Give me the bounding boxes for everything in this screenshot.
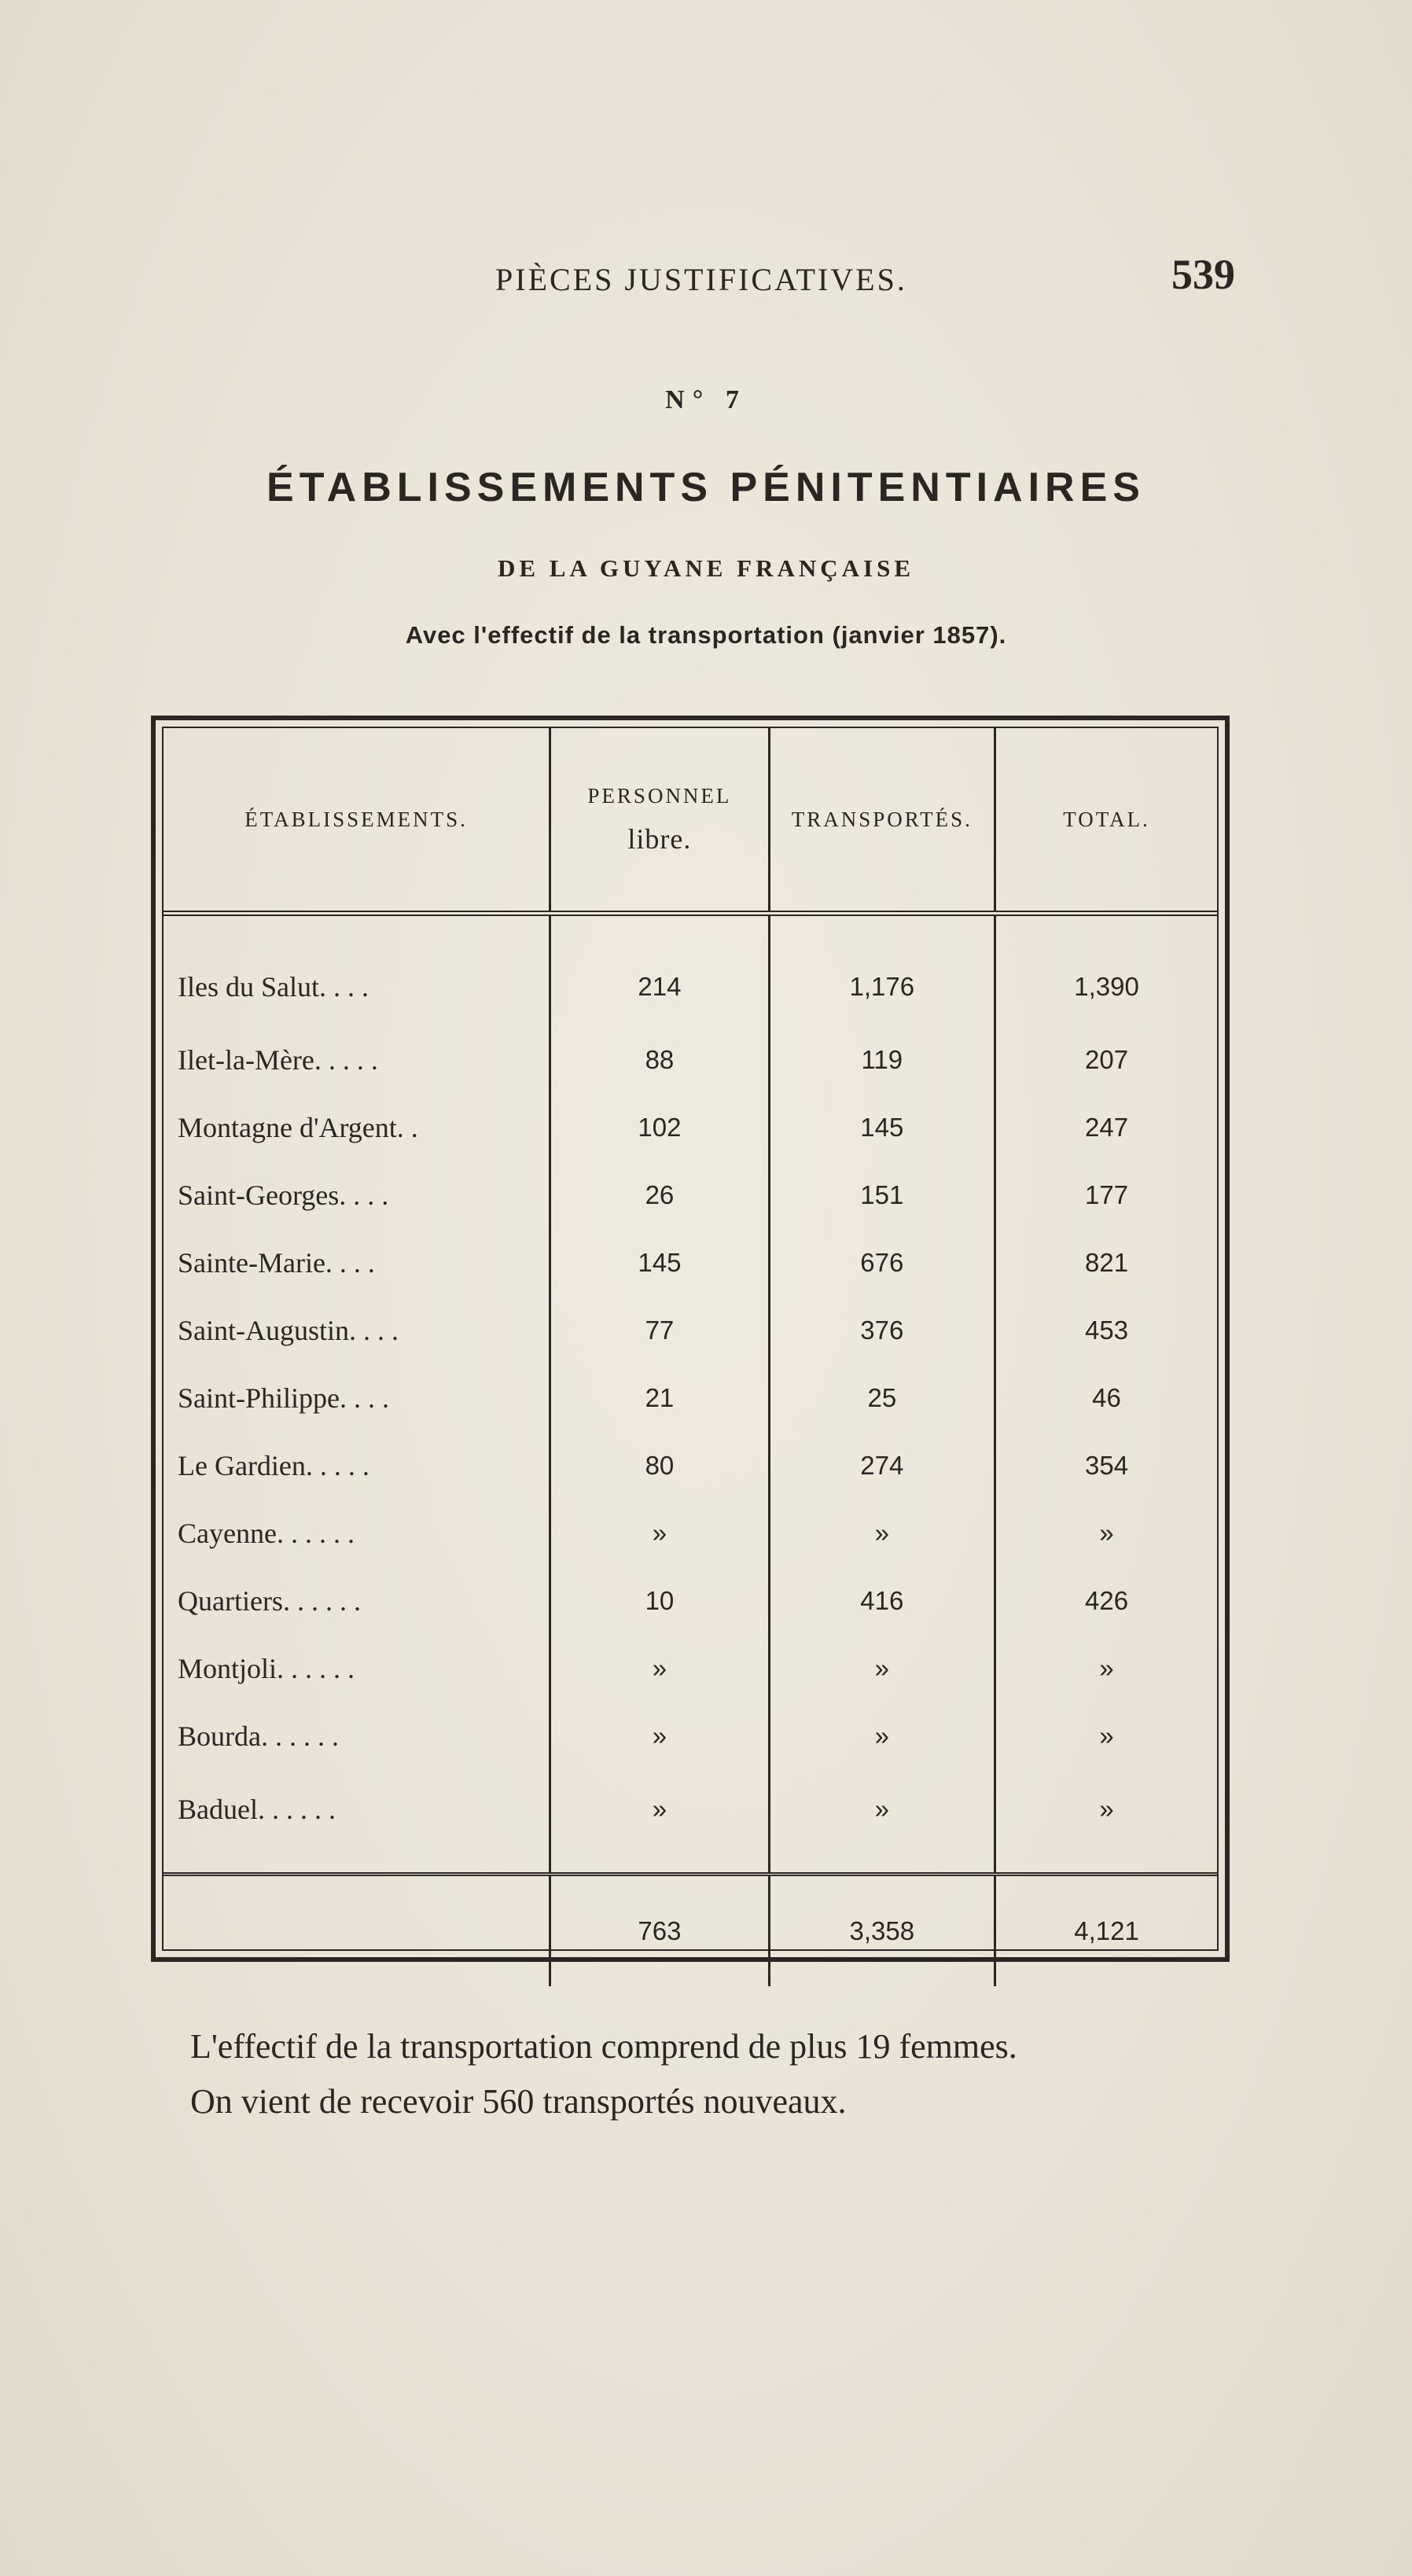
footer-note — [190, 2019, 1244, 2129]
transported-value: 1,176 — [769, 914, 995, 1027]
header-personnel-label: PERSONNEL — [587, 783, 732, 808]
total-value: 177 — [1084, 1180, 1129, 1209]
total-value: » — [1099, 1721, 1114, 1750]
transported-value: » — [769, 1635, 995, 1702]
personnel-value: 10 — [550, 1567, 769, 1635]
total-value: 4,121 — [995, 1875, 1217, 1987]
header-row — [164, 728, 1217, 914]
personnel-value: 26 — [550, 1161, 769, 1229]
document-note: Avec l'effectif de la transportation (janvier 1857). — [405, 621, 1007, 649]
running-head — [0, 250, 1412, 305]
personnel-value: 88 — [550, 1026, 769, 1094]
personnel-value: 77 — [550, 1297, 769, 1364]
transported-value: 145 — [769, 1094, 995, 1161]
establishment-name: Le Gardien. . . . . — [164, 1432, 550, 1500]
total-value: 426 — [1084, 1586, 1129, 1615]
header-personnel-sub: libre. — [627, 822, 692, 855]
establishment-name: Saint-Augustin. . . . — [164, 1297, 550, 1364]
transported-value: 119 — [769, 1026, 995, 1094]
header-transported: TRANSPORTÉS. — [769, 728, 995, 914]
totals-row — [164, 1875, 1217, 1987]
total-value: 453 — [1084, 1316, 1129, 1345]
transported-value: 376 — [769, 1297, 995, 1364]
table-row — [164, 1364, 1217, 1432]
footer-line-2: On vient de recevoir 560 transportés nouveaux. — [190, 2082, 847, 2121]
establishment-name: Saint-Georges. . . . — [164, 1161, 550, 1229]
table-row — [164, 1026, 1217, 1094]
establishment-name: Montjoli. . . . . . — [164, 1635, 550, 1702]
establishment-name: Bourda. . . . . . — [164, 1702, 550, 1770]
header-total: TOTAL. — [995, 728, 1217, 914]
transported-value: 3,358 — [769, 1875, 995, 1987]
running-head-title: PIÈCES JUSTIFICATIVES. — [495, 262, 907, 297]
table-row — [164, 1702, 1217, 1770]
transported-value: 151 — [769, 1161, 995, 1229]
establishment-name: Ilet-la-Mère. . . . . — [164, 1026, 550, 1094]
establishment-name: Montagne d'Argent. . — [164, 1094, 550, 1161]
transported-value: 274 — [769, 1432, 995, 1500]
personnel-value: 21 — [550, 1364, 769, 1432]
personnel-value: » — [550, 1770, 769, 1875]
table-row — [164, 914, 1217, 1027]
personnel-value: 102 — [550, 1094, 769, 1161]
table-row — [164, 1770, 1217, 1875]
table-row — [164, 1094, 1217, 1161]
document-title: ÉTABLISSEMENTS PÉNITENTIAIRES — [267, 465, 1145, 510]
total-value: 821 — [1084, 1248, 1129, 1277]
transported-value: » — [769, 1500, 995, 1567]
total-value: » — [1099, 1518, 1114, 1547]
table-row — [164, 1635, 1217, 1702]
total-value: » — [1099, 1654, 1114, 1683]
total-value: 354 — [1084, 1451, 1129, 1480]
table-row — [164, 1500, 1217, 1567]
total-value: 1,390 — [1074, 972, 1139, 1001]
establishment-name: Baduel. . . . . . — [164, 1770, 550, 1875]
personnel-value: » — [550, 1500, 769, 1567]
establishment-name: Quartiers. . . . . . — [164, 1567, 550, 1635]
table-row — [164, 1432, 1217, 1500]
total-value: 46 — [1092, 1383, 1121, 1412]
establishment-name: Iles du Salut. . . . — [164, 914, 550, 1027]
penitentiary-table — [151, 716, 1230, 1962]
personnel-value: » — [550, 1702, 769, 1770]
transported-value: 25 — [769, 1364, 995, 1432]
table-row — [164, 1297, 1217, 1364]
table-row — [164, 1567, 1217, 1635]
establishment-name: Saint-Philippe. . . . — [164, 1364, 550, 1432]
personnel-value: 145 — [550, 1229, 769, 1297]
personnel-value: 214 — [550, 914, 769, 1027]
personnel-value: 80 — [550, 1432, 769, 1500]
transported-value: 416 — [769, 1567, 995, 1635]
personnel-value: 763 — [550, 1875, 769, 1987]
header-establishments: ÉTABLISSEMENTS. — [164, 728, 550, 914]
document-subtitle: DE LA GUYANE FRANÇAISE — [497, 554, 914, 582]
total-value: 247 — [1084, 1113, 1129, 1142]
header-personnel — [550, 728, 769, 914]
document-number: N° 7 — [665, 385, 747, 414]
footer-line-1: L'effectif de la transportation comprend de plus 19 femmes. — [190, 2027, 1017, 2066]
page-number: 539 — [1171, 251, 1235, 298]
establishment-name: Cayenne. . . . . . — [164, 1500, 550, 1567]
transported-value: 676 — [769, 1229, 995, 1297]
total-value: » — [1099, 1794, 1114, 1823]
data-table — [164, 728, 1217, 1986]
total-value: 207 — [1084, 1045, 1129, 1074]
transported-value: » — [769, 1702, 995, 1770]
establishment-name: Sainte-Marie. . . . — [164, 1229, 550, 1297]
table-row — [164, 1229, 1217, 1297]
table-row — [164, 1161, 1217, 1229]
personnel-value: » — [550, 1635, 769, 1702]
transported-value: » — [769, 1770, 995, 1875]
establishment-name — [164, 1875, 550, 1987]
